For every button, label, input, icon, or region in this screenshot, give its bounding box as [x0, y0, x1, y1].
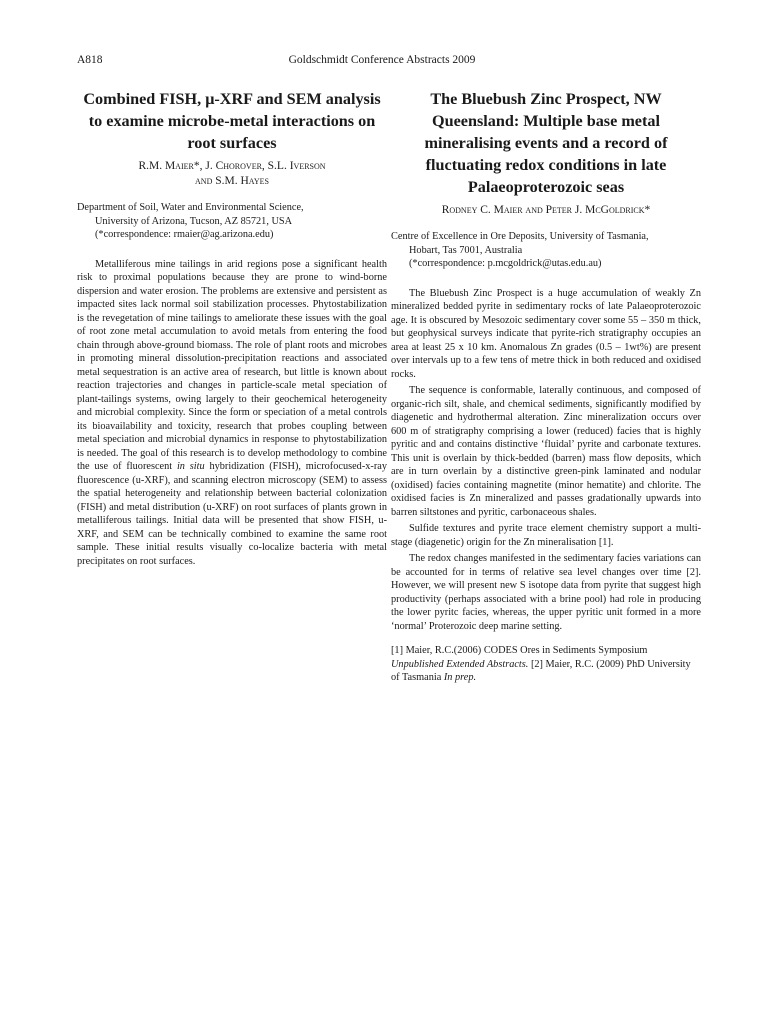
right-abstract-body: [391, 287, 701, 634]
journal-title: Goldschmidt Conference Abstracts 2009: [288, 54, 476, 66]
body-paragraph: The sequence is conformable, laterally continuous, and composed of organic-rich silt, shale, and chemical sediments, significantly modified by diagenetic and hydrothermal alteration. Zinc mineralization occurs over 600 m of stratigraphy comprising a lower (reduced) facies that is highly pyritic and and contains distinctive ‘fluidal’ pyrite and carbonate textures. This unit is overlain by thick-bedded (barren) mass flow deposits, which are in turn overlain by a distinctive green-pink laminated and nodular (oxidised) facies containing magnetite (minor hematite) and chlorite. The oxidised facies is Zn mineralized and passes gradationally upwards into barren siltstones and pyritic, carbonaceous shales.: [391, 385, 701, 518]
body-paragraph: The redox changes manifested in the sedimentary facies variations can be accounted for in terms of relative sea level changes over time [2]. However, we will present new S isotope data from pyrite that suggest high productivity (perhaps associated with a brine pool) had role in producing the lower pyritc facies, whereas, the upper pyritic unit formed in a more ‘normal’ Proterozoic deep marine setting.: [391, 553, 701, 632]
affiliation-line: Department of Soil, Water and Environmental Science,: [77, 202, 304, 213]
correspondence-email: (*correspondence: rmaier@ag.arizona.edu): [95, 229, 274, 241]
body-paragraph: Sulfide textures and pyrite trace element chemistry support a multi-stage (diagenetic) origin for the Zn mineralisation [1].: [391, 523, 701, 548]
left-authors: [77, 159, 387, 189]
reference-text: [2] Maier, R.C. (2009) PhD University of Tasmania: [391, 658, 691, 684]
correspondence-email: (*correspondence: p.mcgoldrick@utas.edu.au): [409, 258, 602, 270]
left-author-line: R.M. Maier*, J. Chorover, S.L. Iverson: [138, 160, 326, 172]
right-abstract-title: The Bluebush Zinc Prospect, NW Queensland: Multiple base metal mineralising events and a record of fluctuating redox conditions in late Palaeoproterozoic seas: [424, 90, 668, 196]
right-author-line: Rodney C. Maier and Peter J. McGoldrick*: [441, 204, 651, 216]
reference-italic: Unpublished Extended Abstracts.: [391, 658, 529, 670]
right-authors: [391, 203, 701, 218]
left-author-line: and S.M. Hayes: [195, 175, 269, 187]
body-text-run: hybridization (FISH), microfocused-x-ray fluorescence (u-XRF), and scanning electron microscopy (SEM) to assess the spatial heterogeneity and relationship between bacterial colonization (FISH) and metal distribution (u-XRF) on root surfaces of plants grown in metalliferous tailings. Initial data will be presented that show FISH, u-XRF, and SEM can be technically combined to examine the same root sample. These initial results visually co-localize bacteria with metal precipitates on root surfaces.: [77, 461, 387, 567]
right-abstract: [391, 88, 701, 685]
body-text-run: Metalliferous mine tailings in arid regions pose a significant health risk to proximal populations because they are prone to wind-borne dispersion and water erosion. The problems are extensive and persistent as impacted sites lack normal soil stabilization processes. Phytostabilization is the revegetation of mine tailings to ameliorate these issues with the goal of root zone metal accumulation to avoid metals from entering the food chain through above-ground biomass. The role of plant roots and microbes in promoting mineral dissolution-precipitation reactions and associated metal sequestration is an active area of research, but little is known about reaction trajectories and changes in particle-scale metal speciation of plant-tailings systems, owing largely to their geochemical heterogeneity and microbial complexity. Since the form or speciation of a metal controls its bioavailability and toxicity, research that probes coupling between metal speciation and microbial dynamics in response to phytostabilization is needed. The goal of this research is to develop methodology to combine the use of fluorescent: [77, 258, 387, 473]
affiliation-line: Centre of Excellence in Ore Deposits, University of Tasmania,: [391, 231, 649, 242]
body-italic-run: in situ: [176, 461, 205, 473]
affiliation-line: Hobart, Tas 7001, Australia: [409, 244, 523, 256]
references: [391, 644, 701, 685]
body-paragraph: The Bluebush Zinc Prospect is a huge accumulation of weakly Zn mineralized bedded pyrite in sedimentary rocks of late Palaeoproterozoic age. It is obscured by Mesozoic sedimentary cover some 55 – 350 m thick, but geophysical surveys indicate that pyrite-rich stratigraphy occupies an area at least 25 x 10 km. Anomalous Zn grades (0.5 – 1wt%) are present over intervals up to a few tens of metre thick in both reduced and oxidised rocks.: [391, 287, 701, 380]
left-abstract-title: Combined FISH, μ-XRF and SEM analysis to examine microbe-metal interactions on root surfaces: [83, 90, 381, 152]
left-abstract: [77, 88, 387, 568]
affiliation-line: University of Arizona, Tucson, AZ 85721, USA: [95, 215, 293, 227]
right-affiliation: [391, 230, 701, 271]
reference-text: [1] Maier, R.C.(2006) CODES Ores in Sediments Symposium: [391, 645, 648, 657]
body-paragraph: [77, 258, 387, 569]
left-abstract-body: [77, 258, 387, 569]
left-affiliation: [77, 201, 387, 242]
reference-italic: In prep.: [443, 672, 477, 684]
page-number: A818: [77, 54, 103, 66]
